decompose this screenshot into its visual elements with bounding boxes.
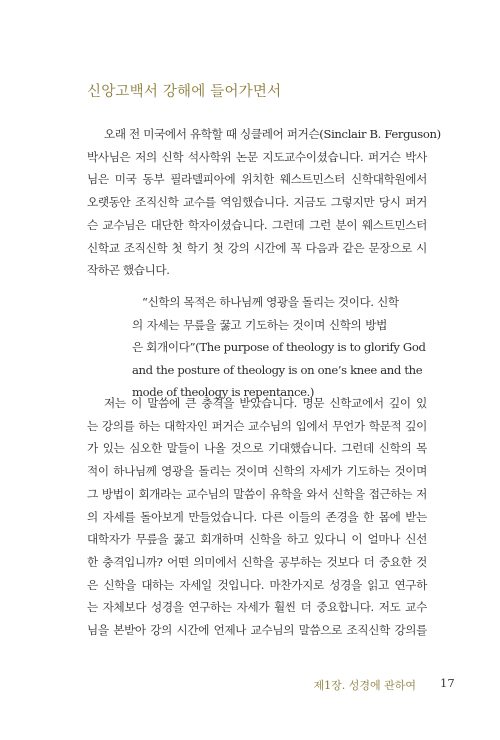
page-number: 17 (440, 676, 455, 690)
text-line: 오래 전 미국에서 유학할 때 싱클레어 퍼거슨(Sinclair B. Ferguson) (104, 127, 441, 141)
quote-line: mode of theology is repentance.) (132, 385, 315, 399)
quote-line: 의 자세는 무릎을 꿇고 기도하는 것이며 신학의 방법 (132, 317, 387, 332)
text-line: 님을 본받아 강의 시간에 언제나 교수님의 말씀으로 조직신학 강의를 (87, 623, 427, 638)
text-line: 는 자체보다 성경을 연구하는 자세가 훨씬 더 중요합니다. 저도 교수 (87, 600, 427, 615)
text-line: 님은 미국 동부 필라델피아에 위치한 웨스트민스터 신학대학원에서 (87, 172, 427, 187)
text-line: 대학자가 무릎을 꿇고 회개하며 신학을 하고 있다니 이 얼마나 신선 (87, 532, 427, 547)
text-line: 한 충격입니까? 어떤 의미에서 신학을 공부하는 것보다 더 중요한 것 (87, 554, 427, 569)
text-line: 의 자세를 돌아보게 만들었습니다. 다른 이들의 존경을 한 몸에 받는 (87, 509, 427, 524)
text-line: 저는 이 말씀에 큰 충격을 받았습니다. 명문 신학교에서 깊이 있 (104, 396, 427, 410)
page-footer (0, 675, 500, 695)
text-line: 은 신학을 대하는 자세일 것입니다. 마찬가지로 성경을 읽고 연구하 (87, 577, 427, 592)
section-heading: 신앙고백서 강해에 들어가면서 (87, 84, 282, 100)
paragraph-main (87, 392, 427, 642)
chapter-title: 제1장. 성경에 관하여 (313, 679, 416, 692)
quote-line: 은 회개이다”(The purpose of theology is to glorify God (132, 340, 426, 354)
text-line: 가 있는 심오한 말들이 나올 것으로 기대했습니다. 그런데 신학의 목 (87, 441, 427, 456)
paragraph-intro (87, 123, 441, 282)
text-line: 그 방법이 회개라는 교수님의 말씀이 유학을 와서 신학을 접근하는 저 (87, 486, 427, 501)
text-line: 작하곤 했습니다. (87, 263, 170, 278)
text-line: 신학교 조직신학 첫 학기 첫 강의 시간에 꼭 다음과 같은 문장으로 시 (87, 240, 427, 255)
quote-line: “신학의 목적은 하나님께 영광을 돌리는 것이다. 신학 (142, 295, 399, 309)
text-line: 적이 하나님께 영광을 돌리는 것이며 신학의 자세가 기도하는 것이며 (87, 464, 427, 479)
text-line: 박사님은 저의 신학 석사학위 논문 지도교수이셨습니다. 퍼거슨 박사 (87, 149, 427, 164)
text-line: 는 강의를 하는 대학자인 퍼거슨 교수님의 입에서 무언가 학문적 깊이 (87, 418, 427, 433)
text-line: 슨 교수님은 대단한 학자이셨습니다. 그런데 그런 분이 웨스트민스터 (87, 217, 427, 232)
quote-line: and the posture of theology is on one’s knee and the (132, 362, 423, 377)
text-line: 오랫동안 조직신학 교수를 역임했습니다. 지금도 그렇지만 당시 퍼거 (87, 195, 427, 210)
